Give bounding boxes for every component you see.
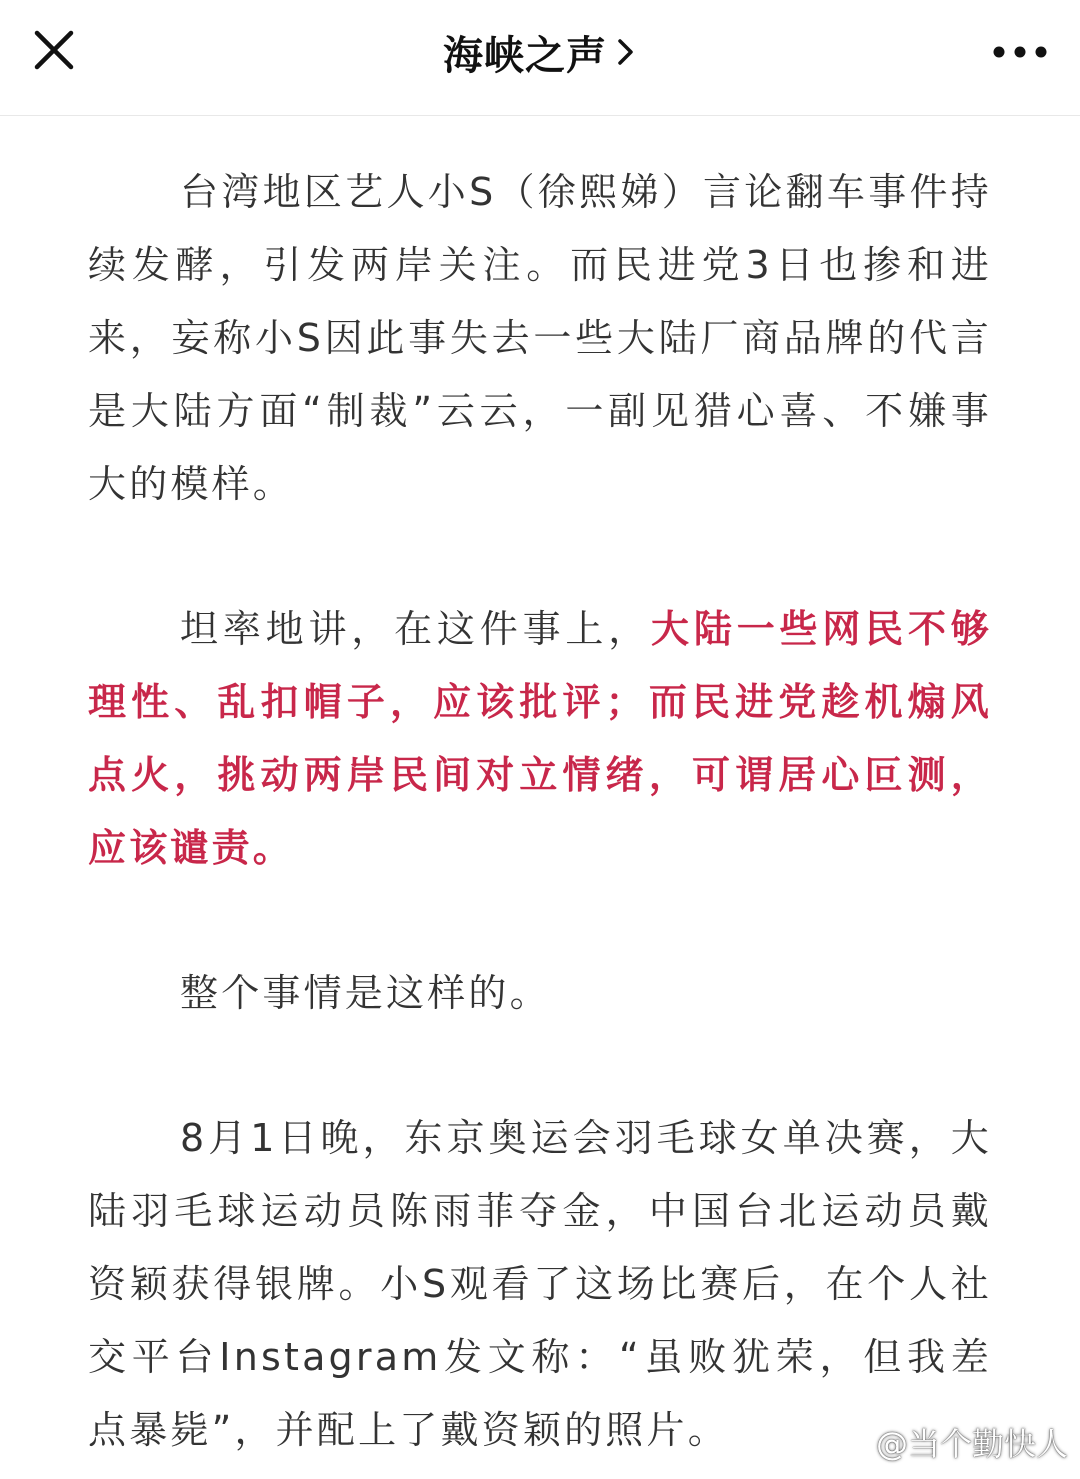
paragraph-4: 8月1日晚，东京奥运会羽毛球女单决赛，大陆羽毛球运动员陈雨菲夺金，中国台北运动员戴资颖获得银牌。小S观看了这场比赛后，在个人社交平台Instagram发文称：“虽败犹荣，但我差点暴毙”，并配上了戴资颖的照片。: [88, 1116, 992, 1452]
close-button[interactable]: [26, 22, 82, 78]
page-title: 海峡之声: [443, 32, 607, 79]
paragraph-2: [88, 593, 992, 885]
chevron-right-icon: [615, 35, 637, 69]
article-body: [88, 156, 992, 1479]
top-navigation-bar: [0, 0, 1080, 116]
close-icon: [26, 22, 82, 78]
paragraph-2-highlight: 大陆一些网民不够理性、乱扣帽子，应该批评；而民进党趁机煽风点火，挑动两岸民间对立情绪，可谓居心叵测，应该谴责。: [88, 607, 992, 870]
weibo-icon: [832, 1425, 872, 1459]
watermark-text: @当个勤快人: [875, 1425, 1068, 1463]
more-options-button[interactable]: [990, 30, 1050, 74]
account-title-link[interactable]: [443, 24, 637, 81]
paragraph-2-lead: 坦率地讲，在这件事上，: [180, 607, 652, 651]
title-container: [0, 22, 1080, 82]
more-dots-icon: [990, 30, 1050, 74]
weibo-watermark: [832, 1419, 1068, 1465]
paragraph-1: 台湾地区艺人小S（徐熙娣）言论翻车事件持续发酵，引发两岸关注。而民进党3日也掺和进来，妄称小S因此事失去一些大陆厂商品牌的代言是大陆方面“制裁”云云，一副见猎心喜、不嫌事大的模样。: [88, 170, 992, 506]
paragraph-3: 整个事情是这样的。: [180, 971, 551, 1015]
